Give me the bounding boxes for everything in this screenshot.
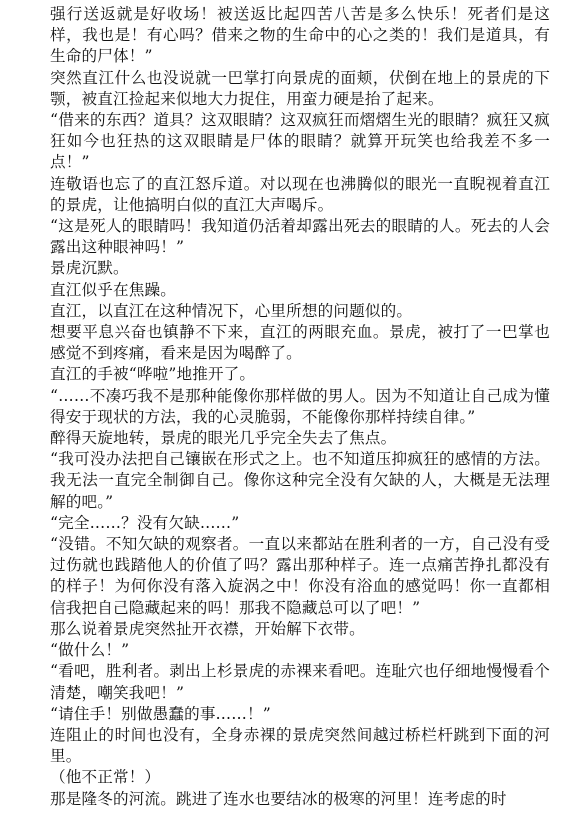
paragraph: 强行送返就是好收场！被送返比起四苦八苦是多么快乐！死者们是这样，我也是！有心吗？借来之物的生命中的心之类的！我们是道具，有生命的尸体！” bbox=[50, 5, 550, 66]
paragraph: “这是死人的眼睛吗！我知道仍活着却露出死去的眼睛的人。死去的人会露出这种眼神吗！” bbox=[50, 217, 550, 257]
paragraph: “没错。不知欠缺的观察者。一直以来都站在胜利者的一方，自己没有受过伤就也践踏他人的价值了吗？露出那种样子。连一点痛苦挣扎都没有的样子！为何你没有落入旋涡之中！你没有浴血的感觉吗！你一直都相信我把自己隐藏起来的吗！那我不隐藏总可以了吧！” bbox=[50, 535, 550, 617]
paragraph: 直江的手被“哗啦”地推开了。 bbox=[50, 365, 256, 384]
paragraph: （他不正常！） bbox=[50, 768, 161, 787]
paragraph: 直江，以直江在这种情况下，心里所想的问题似的。 bbox=[50, 301, 413, 320]
paragraph: 那么说着景虎突然扯开衣襟，开始解下衣带。 bbox=[50, 619, 365, 638]
paragraph: 连阻止的时间也没有，全身赤裸的景虎突然间越过桥栏杆跳到下面的河里。 bbox=[50, 725, 550, 766]
paragraph: 景虎沉默。 bbox=[50, 259, 129, 278]
paragraph: “我可没办法把自己镶嵌在形式之上。也不知道压抑疯狂的感情的方法。我无法一直完全制御自己。像你这种完全没有欠缺的人，大概是无法理解的吧。” bbox=[50, 450, 550, 511]
paragraph: “借来的东西？道具？这双眼睛？这双疯狂而熠熠生光的眼睛？疯狂又疯狂如今也狂热的这双眼睛是尸体的眼睛？就算开玩笑也给我差不多一点！” bbox=[50, 111, 550, 172]
paragraph: “完全……？没有欠缺……” bbox=[50, 513, 240, 532]
paragraph: 醉得天旋地转，景虎的眼光几乎完全失去了焦点。 bbox=[50, 429, 397, 448]
paragraph: “……不凑巧我不是那种能像你那样做的男人。因为不知道让自己成为懂得安于现状的方法，我的心灵脆弱，不能像你那样持续自律。” bbox=[50, 386, 550, 426]
paragraph: “请住手！别做愚蠢的事……！” bbox=[50, 704, 271, 723]
document-page bbox=[50, 4, 550, 810]
paragraph: 那是隆冬的河流。跳进了连水也要结冰的极寒的河里！连考虑的时 bbox=[50, 789, 507, 808]
paragraph: 直江似乎在焦躁。 bbox=[50, 280, 176, 299]
paragraph: 突然直江什么也没说就一巴掌打向景虎的面颊，伏倒在地上的景虎的下颚，被直江捡起来似地大力捉住，用蛮力硬是抬了起来。 bbox=[50, 68, 550, 108]
paragraph: 连敬语也忘了的直江怒斥道。对以现在也沸腾似的眼光一直睨视着直江的景虎，让他搞明白似的直江大声喝斥。 bbox=[50, 174, 550, 214]
paragraph: “做什么！” bbox=[50, 641, 130, 660]
paragraph: 想要平息兴奋也镇静不下来，直江的两眼充血。景虎，被打了一巴掌也感觉不到疼痛，看来是因为喝醉了。 bbox=[50, 323, 550, 363]
paragraph: “看吧，胜利者。剥出上杉景虎的赤裸来看吧。连耻穴也仔细地慢慢看个清楚，嘲笑我吧！” bbox=[50, 662, 550, 702]
